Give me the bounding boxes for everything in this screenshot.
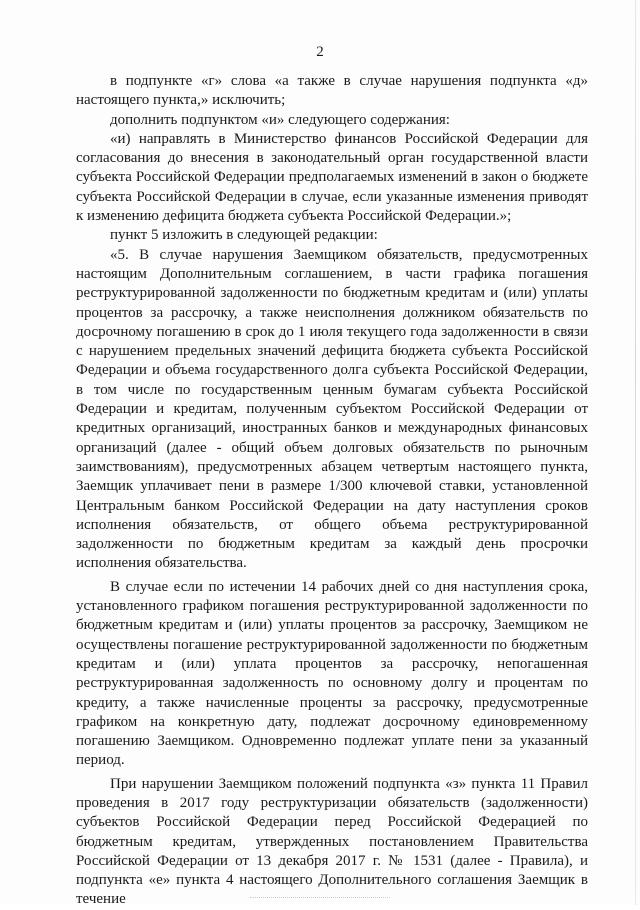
paragraph-2: дополнить подпунктом «и» следующего содержания: — [110, 111, 450, 128]
paragraph-1: в подпункте «г» слова «а также в случае нарушения подпункта «д» настоящего пункта,» исключить; — [76, 73, 588, 109]
scan-edge-line — [635, 0, 636, 905]
document-body — [76, 72, 588, 910]
page-number: 2 — [316, 44, 324, 60]
paragraph-4: пункт 5 изложить в следующей редакции: — [110, 227, 378, 244]
paragraph-7: При нарушении Заемщиком положений подпункта «з» пункта 11 Правил проведения в 2017 году реструктуризации обязательств (задолженности) субъектов Российской Федерации перед Российской Федерацией по бюджетным кредитам, утвержденных постановлением Правительства Российской Федерации от 13 декабря 2017 г. № 1531 (далее - Правила), и подпункта «е» пункта 4 настоящего Дополнительного соглашения Заемщик в течение — [76, 775, 588, 908]
scan-bottom-mark — [250, 897, 390, 899]
paragraph-3: «и) направлять в Министерство финансов Российской Федерации для согласования до внесения в законодательный орган государственной власти субъекта Российской Федерации предполагаемых изменений в закон о бюджете субъекта Российской Федерации в случае, если указанные изменения приводят к изменению дефицита бюджета субъекта Российской Федерации.»; — [76, 130, 588, 225]
paragraph-6: В случае если по истечении 14 рабочих дней со дня наступления срока, установленного графиком погашения реструктурированной задолженности по бюджетным кредитам и (или) уплаты процентов за рассрочку, Заемщиком не осуществлены погашение реструктурированной задолженности по бюджетным кредитам и (или) уплата процентов за рассрочку, непогашенная реструктурированная задолженность по основному долгу и процентам по кредиту, а также начисленные проценты за рассрочку, предусмотренные графиком на конкретную дату, подлежат досрочному единовременному погашению Заемщиком. Одновременно подлежат уплате пени за указанный период. — [76, 578, 588, 769]
paragraph-5: «5. В случае нарушения Заемщиком обязательств, предусмотренных настоящим Дополнительным соглашением, в части графика погашения реструктурированной задолженности по бюджетным кредитам и (или) уплаты процентов за рассрочку, а также неисполнения должником обязательств по досрочному погашению в срок до 1 июля текущего года задолженности в связи с нарушением предельных значений дефицита бюджета субъекта Российской Федерации и объема государственного долга субъекта Российской Федерации, в том числе по государственным ценным бумагам субъекта Российской Федерации и кредитам, полученным субъектом Российской Федерации от кредитных организаций, иностранных банков и международных финансовых организаций (далее - общий объем долговых обязательств по рыночным заимствованиям), предусмотренных абзацем четвертым настоящего пункта, Заемщик уплачивает пени в размере 1/300 ключевой ставки, установленной Центральным банком Российской Федерации на дату наступления сроков исполнения обязательств, от общего объема реструктурированной задолженности по бюджетным кредитам за каждый день просрочки исполнения обязательства. — [76, 246, 588, 572]
